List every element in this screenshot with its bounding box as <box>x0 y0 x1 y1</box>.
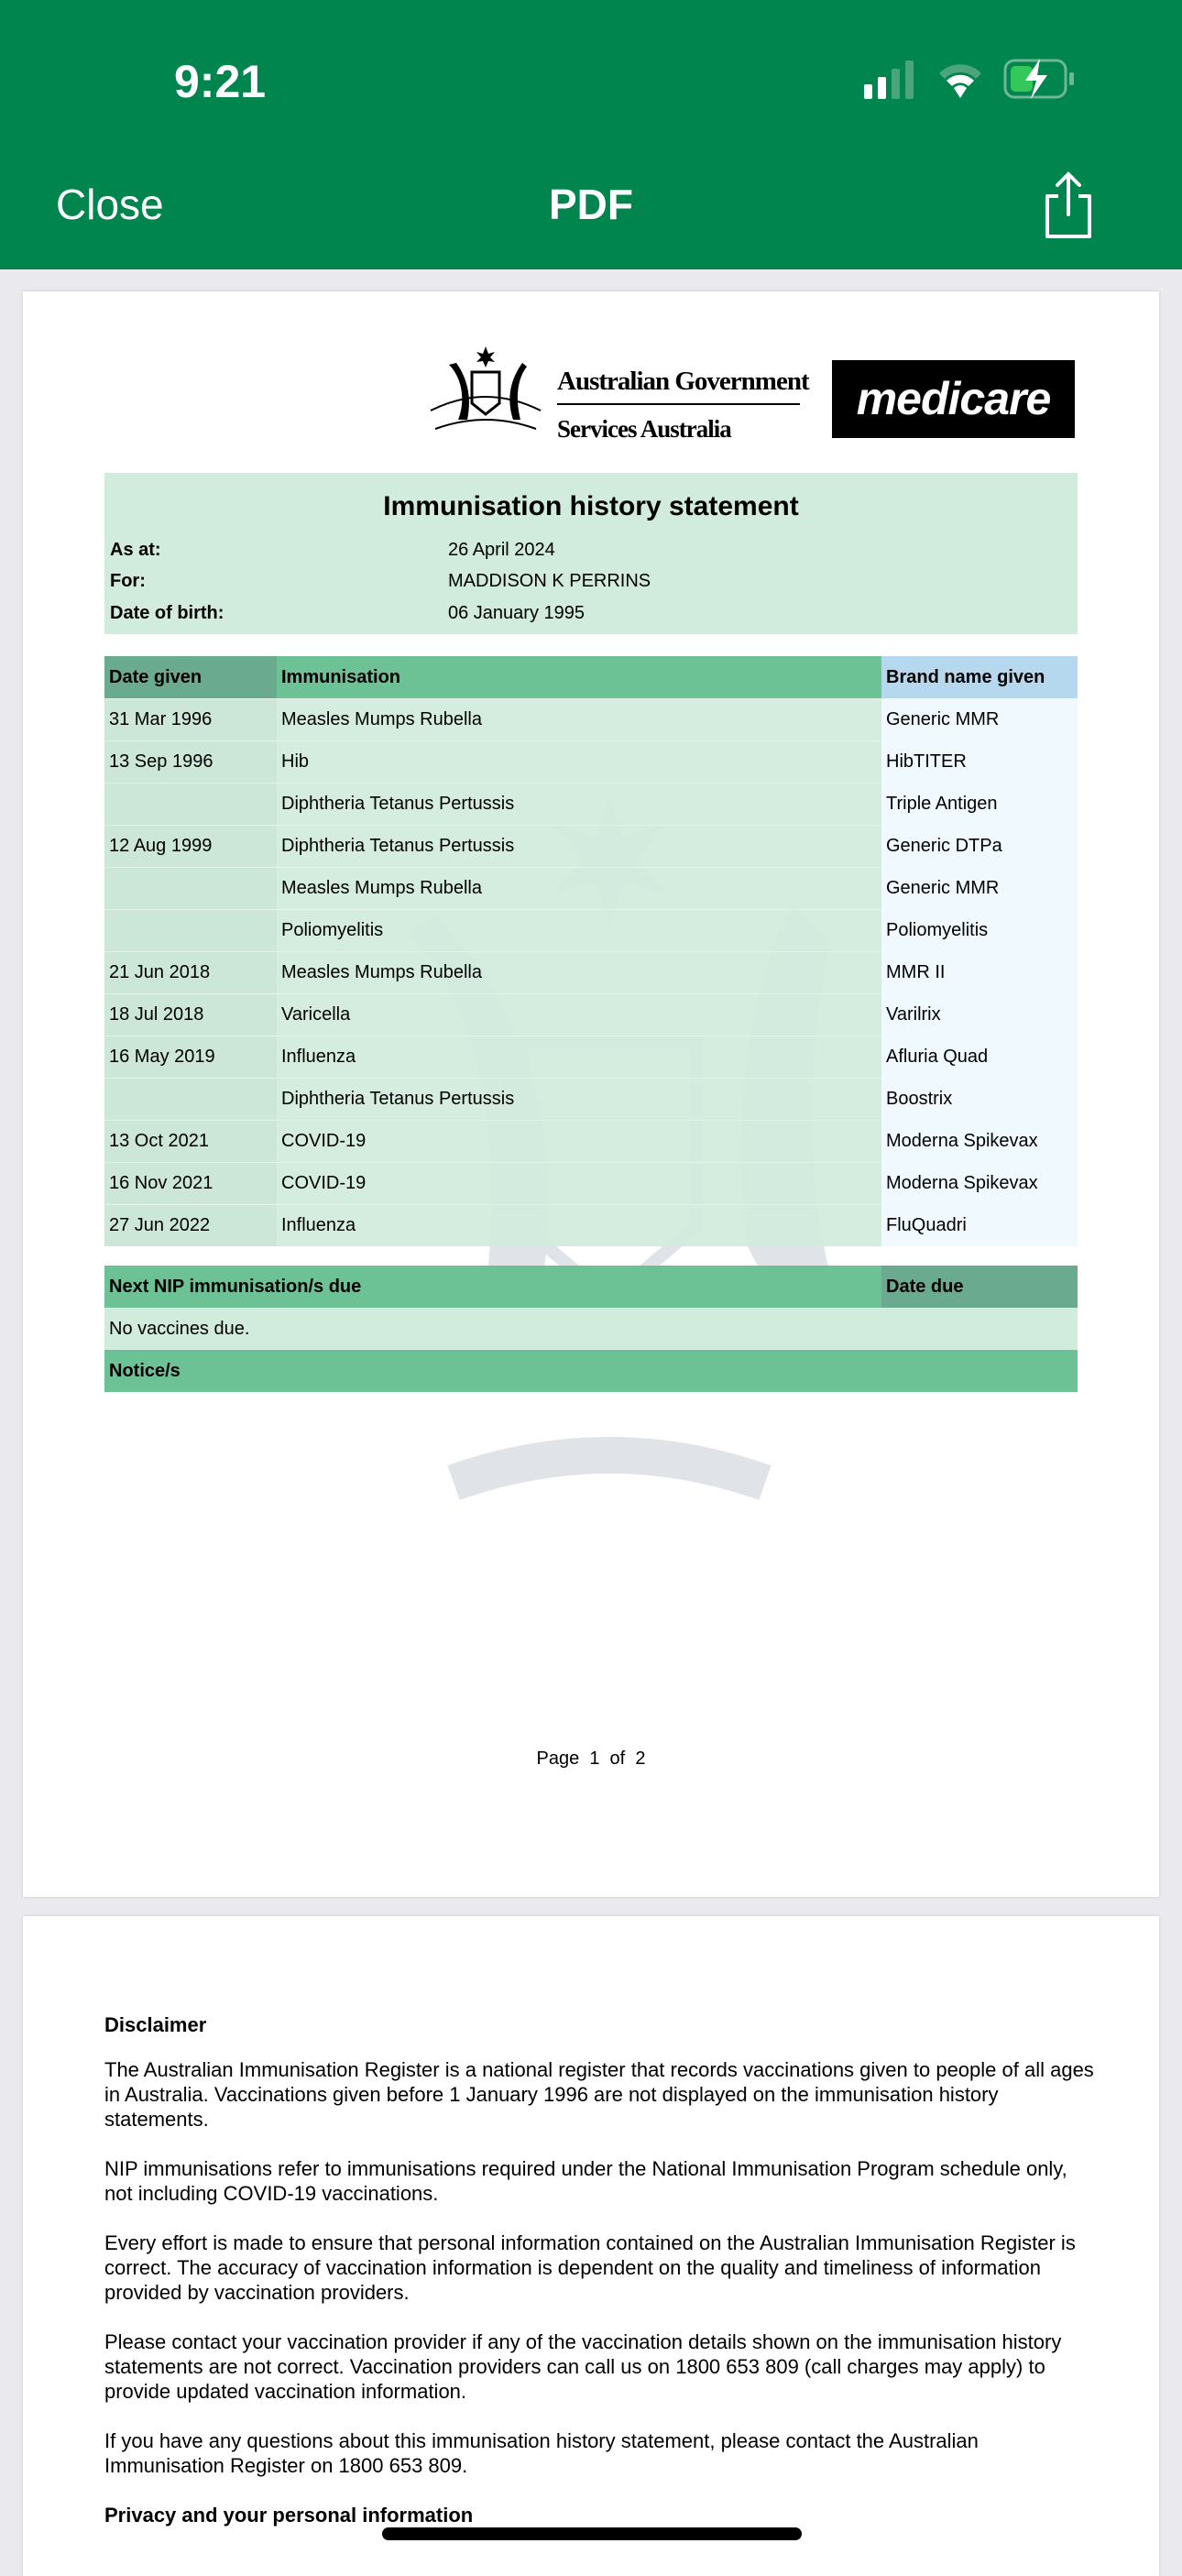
nip-section <box>104 1266 1078 1392</box>
brand-cell: Boostrix <box>881 1078 1078 1120</box>
immunisation-cell: Measles Mumps Rubella <box>277 951 881 993</box>
brand-cell: FluQuadri <box>881 1204 1078 1246</box>
statement-title: Immunisation history statement <box>383 491 799 521</box>
date-cell: 12 Aug 1999 <box>104 825 277 867</box>
date-cell: 16 Nov 2021 <box>104 1162 277 1204</box>
pdf-page-2 <box>23 1916 1159 2576</box>
table-row <box>104 993 1078 1036</box>
brand-cell: Afluria Quad <box>881 1036 1078 1078</box>
table-row <box>104 1036 1078 1078</box>
share-icon[interactable] <box>1042 170 1095 240</box>
table-row <box>104 825 1078 867</box>
immunisation-cell: COVID-19 <box>277 1162 881 1204</box>
nip-header <box>104 1266 1078 1308</box>
table-row <box>104 909 1078 951</box>
date-cell: 21 Jun 2018 <box>104 951 277 993</box>
table-row <box>104 1204 1078 1246</box>
logo-divider <box>557 403 800 405</box>
close-button[interactable]: Close <box>56 181 164 228</box>
for-label: For: <box>110 571 146 591</box>
notices-label: Notice/s <box>109 1360 181 1381</box>
government-logo <box>421 346 834 447</box>
immunisation-cell: Varicella <box>277 993 881 1036</box>
table-row <box>104 740 1078 783</box>
date-cell <box>104 1078 277 1120</box>
status-time: 9:21 <box>174 56 267 107</box>
brand-cell: Varilrix <box>881 993 1078 1036</box>
page-indicator: Page 1 of 2 <box>536 1748 646 1769</box>
header-date: Date given <box>104 656 277 698</box>
table-header <box>104 656 1078 698</box>
dob-label: Date of birth: <box>110 603 224 623</box>
immunisation-cell: Diphtheria Tetanus Pertussis <box>277 1078 881 1120</box>
table-row <box>104 951 1078 993</box>
nip-header-label: Next NIP immunisation/s due <box>109 1276 362 1297</box>
dob-value: 06 January 1995 <box>448 603 586 623</box>
wifi-icon <box>937 60 983 99</box>
immunisation-cell: Influenza <box>277 1204 881 1246</box>
status-icons <box>864 59 1077 99</box>
immunisation-cell: Hib <box>277 740 881 783</box>
brand-cell: Triple Antigen <box>881 783 1078 825</box>
disclaimer-section <box>104 2012 1094 2548</box>
disclaimer-paragraph: If you have any questions about this immunisation history statement, please contact the Australian Immunisation Register on 1800 653 809. <box>104 2429 979 2477</box>
table-row <box>104 1078 1078 1120</box>
disclaimer-paragraph: The Australian Immunisation Register is a national register that records vaccinations given to people of all ages in Australia. Vaccinations given before 1 January 1996 are not displayed on the immunisation history statements. <box>104 2058 1094 2131</box>
immunisation-cell: Influenza <box>277 1036 881 1078</box>
notices-header <box>104 1350 1078 1392</box>
immunisation-cell: Measles Mumps Rubella <box>277 698 881 740</box>
nip-row <box>104 1308 1078 1350</box>
pdf-page-1 <box>23 291 1159 1897</box>
date-cell: 13 Oct 2021 <box>104 1120 277 1162</box>
table-row <box>104 867 1078 909</box>
date-cell <box>104 783 277 825</box>
header-immunisation: Immunisation <box>277 656 881 698</box>
table-row <box>104 1162 1078 1204</box>
brand-cell: Poliomyelitis <box>881 909 1078 951</box>
agency-name: Services Australia <box>557 415 731 443</box>
immunisation-cell: Poliomyelitis <box>277 909 881 951</box>
date-cell: 16 May 2019 <box>104 1036 277 1078</box>
date-cell: 27 Jun 2022 <box>104 1204 277 1246</box>
brand-cell: HibTITER <box>881 740 1078 783</box>
disclaimer-paragraph: NIP immunisations refer to immunisations required under the National Immunisation Program schedule only, not including COVID-19 vaccinations. <box>104 2157 1067 2205</box>
brand-cell: MMR II <box>881 951 1078 993</box>
as-at-value: 26 April 2024 <box>448 540 555 560</box>
immunisation-cell: Measles Mumps Rubella <box>277 867 881 909</box>
disclaimer-heading: Disclaimer <box>104 2013 207 2036</box>
privacy-heading: Privacy and your personal information <box>104 2504 474 2527</box>
medicare-logo: medicare <box>832 360 1075 438</box>
home-indicator[interactable] <box>382 2527 802 2540</box>
header-brand: Brand name given <box>881 656 1078 698</box>
statement-info <box>104 473 1078 634</box>
for-value: MADDISON K PERRINS <box>448 571 651 591</box>
immunisation-cell: Diphtheria Tetanus Pertussis <box>277 783 881 825</box>
top-bar <box>0 0 1182 269</box>
brand-cell: Moderna Spikevax <box>881 1162 1078 1204</box>
nav-title: PDF <box>549 181 633 228</box>
gov-name: Australian Government <box>557 367 809 396</box>
table-row <box>104 698 1078 740</box>
nip-date-header: Date due <box>881 1266 1078 1308</box>
battery-charging-icon <box>1003 59 1077 99</box>
brand-cell: Moderna Spikevax <box>881 1120 1078 1162</box>
date-cell: 13 Sep 1996 <box>104 740 277 783</box>
date-cell <box>104 909 277 951</box>
disclaimer-paragraph: Every effort is made to ensure that personal information contained on the Australian Immunisation Register is correct. The accuracy of vaccination information is dependent on the quality and timeliness of information provided by vaccination providers. <box>104 2231 1076 2304</box>
table-row <box>104 783 1078 825</box>
table-row <box>104 1120 1078 1162</box>
immunisation-cell: Diphtheria Tetanus Pertussis <box>277 825 881 867</box>
brand-cell: Generic MMR <box>881 867 1078 909</box>
disclaimer-paragraph: Please contact your vaccination provider if any of the vaccination details shown on the immunisation history statements are not correct. Vaccination providers can call us on 1800 653 809 (call charges may apply) to provide updated vaccination information. <box>104 2330 1062 2403</box>
brand-cell: Generic DTPa <box>881 825 1078 867</box>
coat-of-arms-icon <box>421 346 550 447</box>
nip-value: No vaccines due. <box>109 1318 250 1339</box>
as-at-label: As at: <box>110 540 161 560</box>
date-cell: 18 Jul 2018 <box>104 993 277 1036</box>
date-cell: 31 Mar 1996 <box>104 698 277 740</box>
date-cell <box>104 867 277 909</box>
immunisation-table <box>104 656 1078 1246</box>
cellular-signal-icon <box>864 60 917 99</box>
brand-cell: Generic MMR <box>881 698 1078 740</box>
immunisation-cell: COVID-19 <box>277 1120 881 1162</box>
